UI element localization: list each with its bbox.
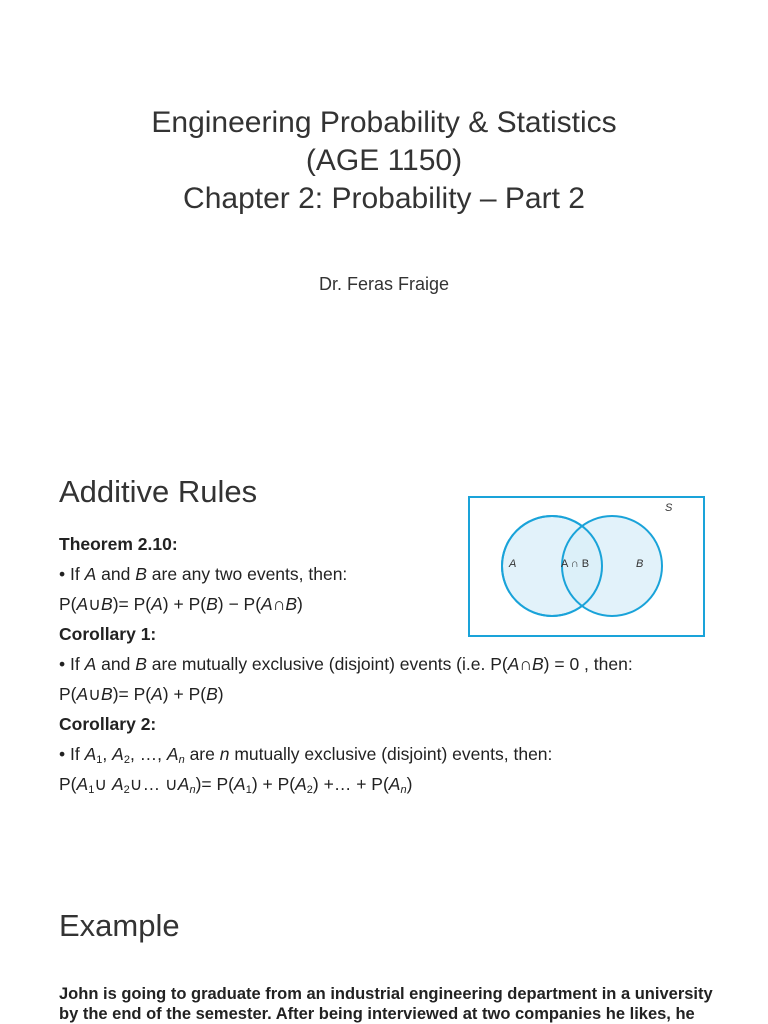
title-slide	[0, 0, 768, 430]
title-line-3: Chapter 2: Probability – Part 2	[183, 182, 585, 215]
example-line-1: John is going to graduate from an industrial engineering department in a university	[59, 985, 713, 1003]
example-heading: Example	[59, 908, 180, 943]
set-b-label: B	[636, 558, 644, 570]
set-a-label: A	[509, 558, 517, 570]
venn-diagram	[468, 496, 706, 638]
title-line-1: Engineering Probability & Statistics	[151, 106, 617, 139]
intersection-label: A ∩ B	[561, 558, 590, 570]
corollary-1-statement: • If A and B are mutually exclusive (disjoint) events (i.e. P(A∩B) = 0 , then:	[59, 654, 633, 674]
corollary-2-formula: $P(A_1\cup$ $A_2\cup\dots$ $\cup A_n)= P(A_1) + P(A_2)$ +… + $P(A_n)$	[59, 774, 413, 796]
corollary-1-label: Corollary 1:	[59, 624, 157, 644]
theorem-label: Theorem 2.10:	[59, 534, 178, 554]
author-name: Dr. Feras Fraige	[318, 274, 450, 294]
example-text	[59, 984, 759, 1024]
additive-rules-heading: Additive Rules	[59, 474, 258, 509]
theorem-statement: • If A and B are any two events, then:	[59, 564, 348, 584]
slide-title	[0, 104, 768, 218]
title-line-2: (AGE 1150)	[305, 144, 463, 177]
example-line-2: by the end of the semester. After being interviewed at two companies he likes, he	[59, 1005, 695, 1023]
corollary-2-label: Corollary 2:	[59, 714, 157, 734]
corollary-2-statement: • If $A_1$, $A_2$, …, $A_n$ are n mutually exclusive (disjoint) events, then:	[59, 744, 553, 766]
space-label: S	[665, 502, 673, 514]
theorem-formula: P(A∪B)= P(A) + P(B) − P(A∩B)	[59, 594, 303, 614]
corollary-1-formula: P(A∪B)= P(A) + P(B)	[59, 684, 224, 704]
